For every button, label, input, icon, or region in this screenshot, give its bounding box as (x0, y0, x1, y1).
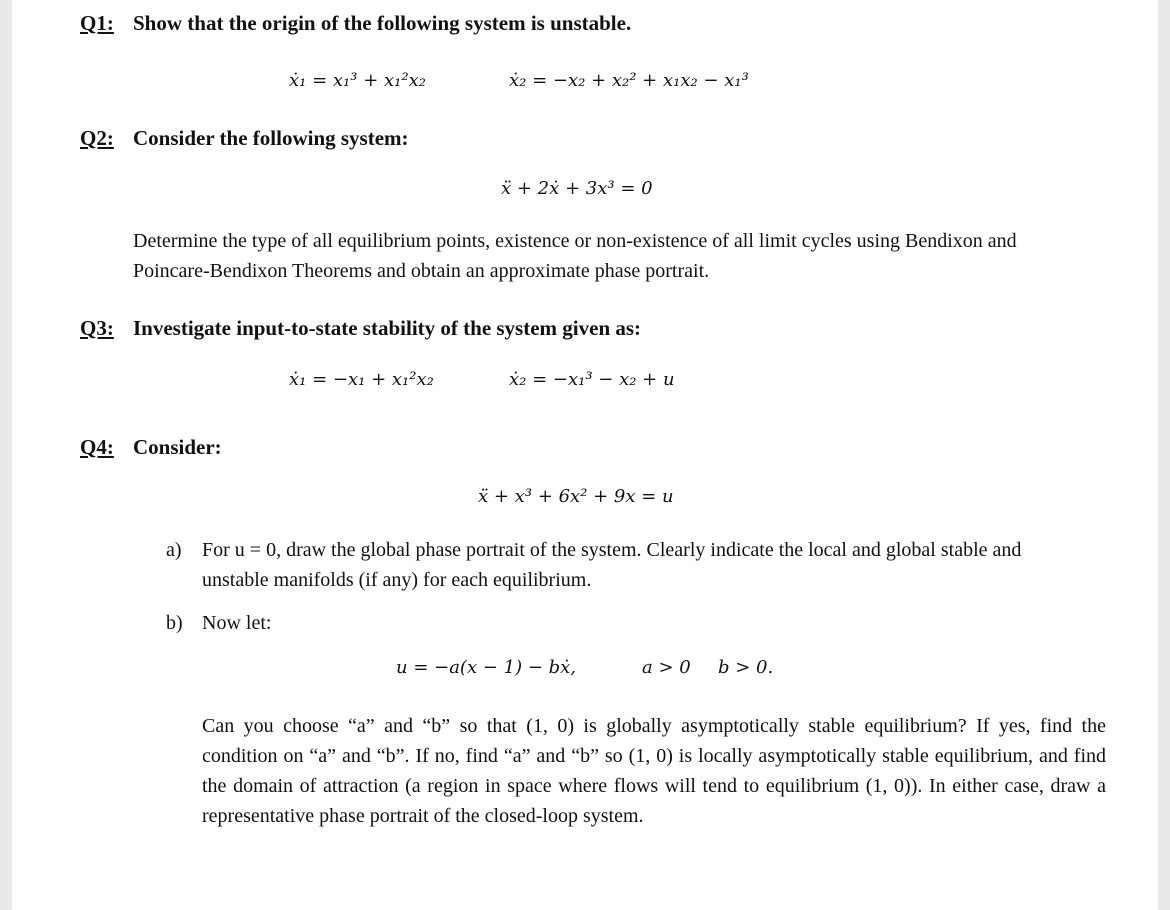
q1-equation-1: ẋ₁ = x₁³ + x₁²x₂ (289, 70, 426, 91)
q3-equation-2: ẋ₂ = −x₁³ − x₂ + u (509, 369, 675, 390)
q3-equation-1: ẋ₁ = −x₁ + x₁²x₂ (289, 369, 434, 390)
q1-equation-2: ẋ₂ = −x₂ + x₂² + x₁x₂ − x₁³ (509, 70, 749, 91)
q4-part-b-equation: u = −a(x − 1) − bẋ, (396, 657, 577, 678)
q4-part-b-condition-b: b > 0. (718, 657, 774, 678)
q2-title: Consider the following system: (133, 126, 409, 150)
q1-label: Q1: (80, 11, 114, 35)
q4-part-b-body: Can you choose “a” and “b” so that (1, 0) is globally asymptotically stable equilibrium? If yes, find the condition on “a” and “b”. If no, find “a” and “b” so (1, 0) is locally asymptotically stable equilibrium, and find the domain of attraction (a region in space where flows will tend to equilibrium (1, 0)). In either case, draw a representative phase portrait of the closed-loop system. (202, 715, 1106, 827)
q4-part-a-text: For u = 0, draw the global phase portrait of the system. Clearly indicate the local and global stable and unstable manifolds (if any) for each equilibrium. (202, 539, 1022, 591)
q4-label: Q4: (80, 435, 114, 459)
q1-title: Show that the origin of the following system is unstable. (133, 11, 632, 35)
q4-part-a-marker: a) (166, 539, 182, 561)
q4-title: Consider: (133, 435, 222, 459)
q3-label: Q3: (80, 316, 114, 340)
q4-part-b-condition-a: a > 0 (642, 657, 691, 678)
q2-label: Q2: (80, 126, 114, 150)
q4-equation: ẍ + x³ + 6x² + 9x = u (478, 486, 674, 507)
document-page (12, 0, 1158, 910)
q3-title: Investigate input-to-state stability of the system given as: (133, 316, 642, 340)
q4-part-b-marker: b) (166, 612, 183, 634)
q2-equation: ẍ + 2ẋ + 3x³ = 0 (501, 178, 653, 199)
q2-body: Determine the type of all equilibrium points, existence or non-existence of all limit cycles using Bendixon and Poincare-Bendixon Theorems and obtain an approximate phase portrait. (133, 230, 1017, 282)
q4-part-b-text: Now let: (202, 612, 272, 634)
